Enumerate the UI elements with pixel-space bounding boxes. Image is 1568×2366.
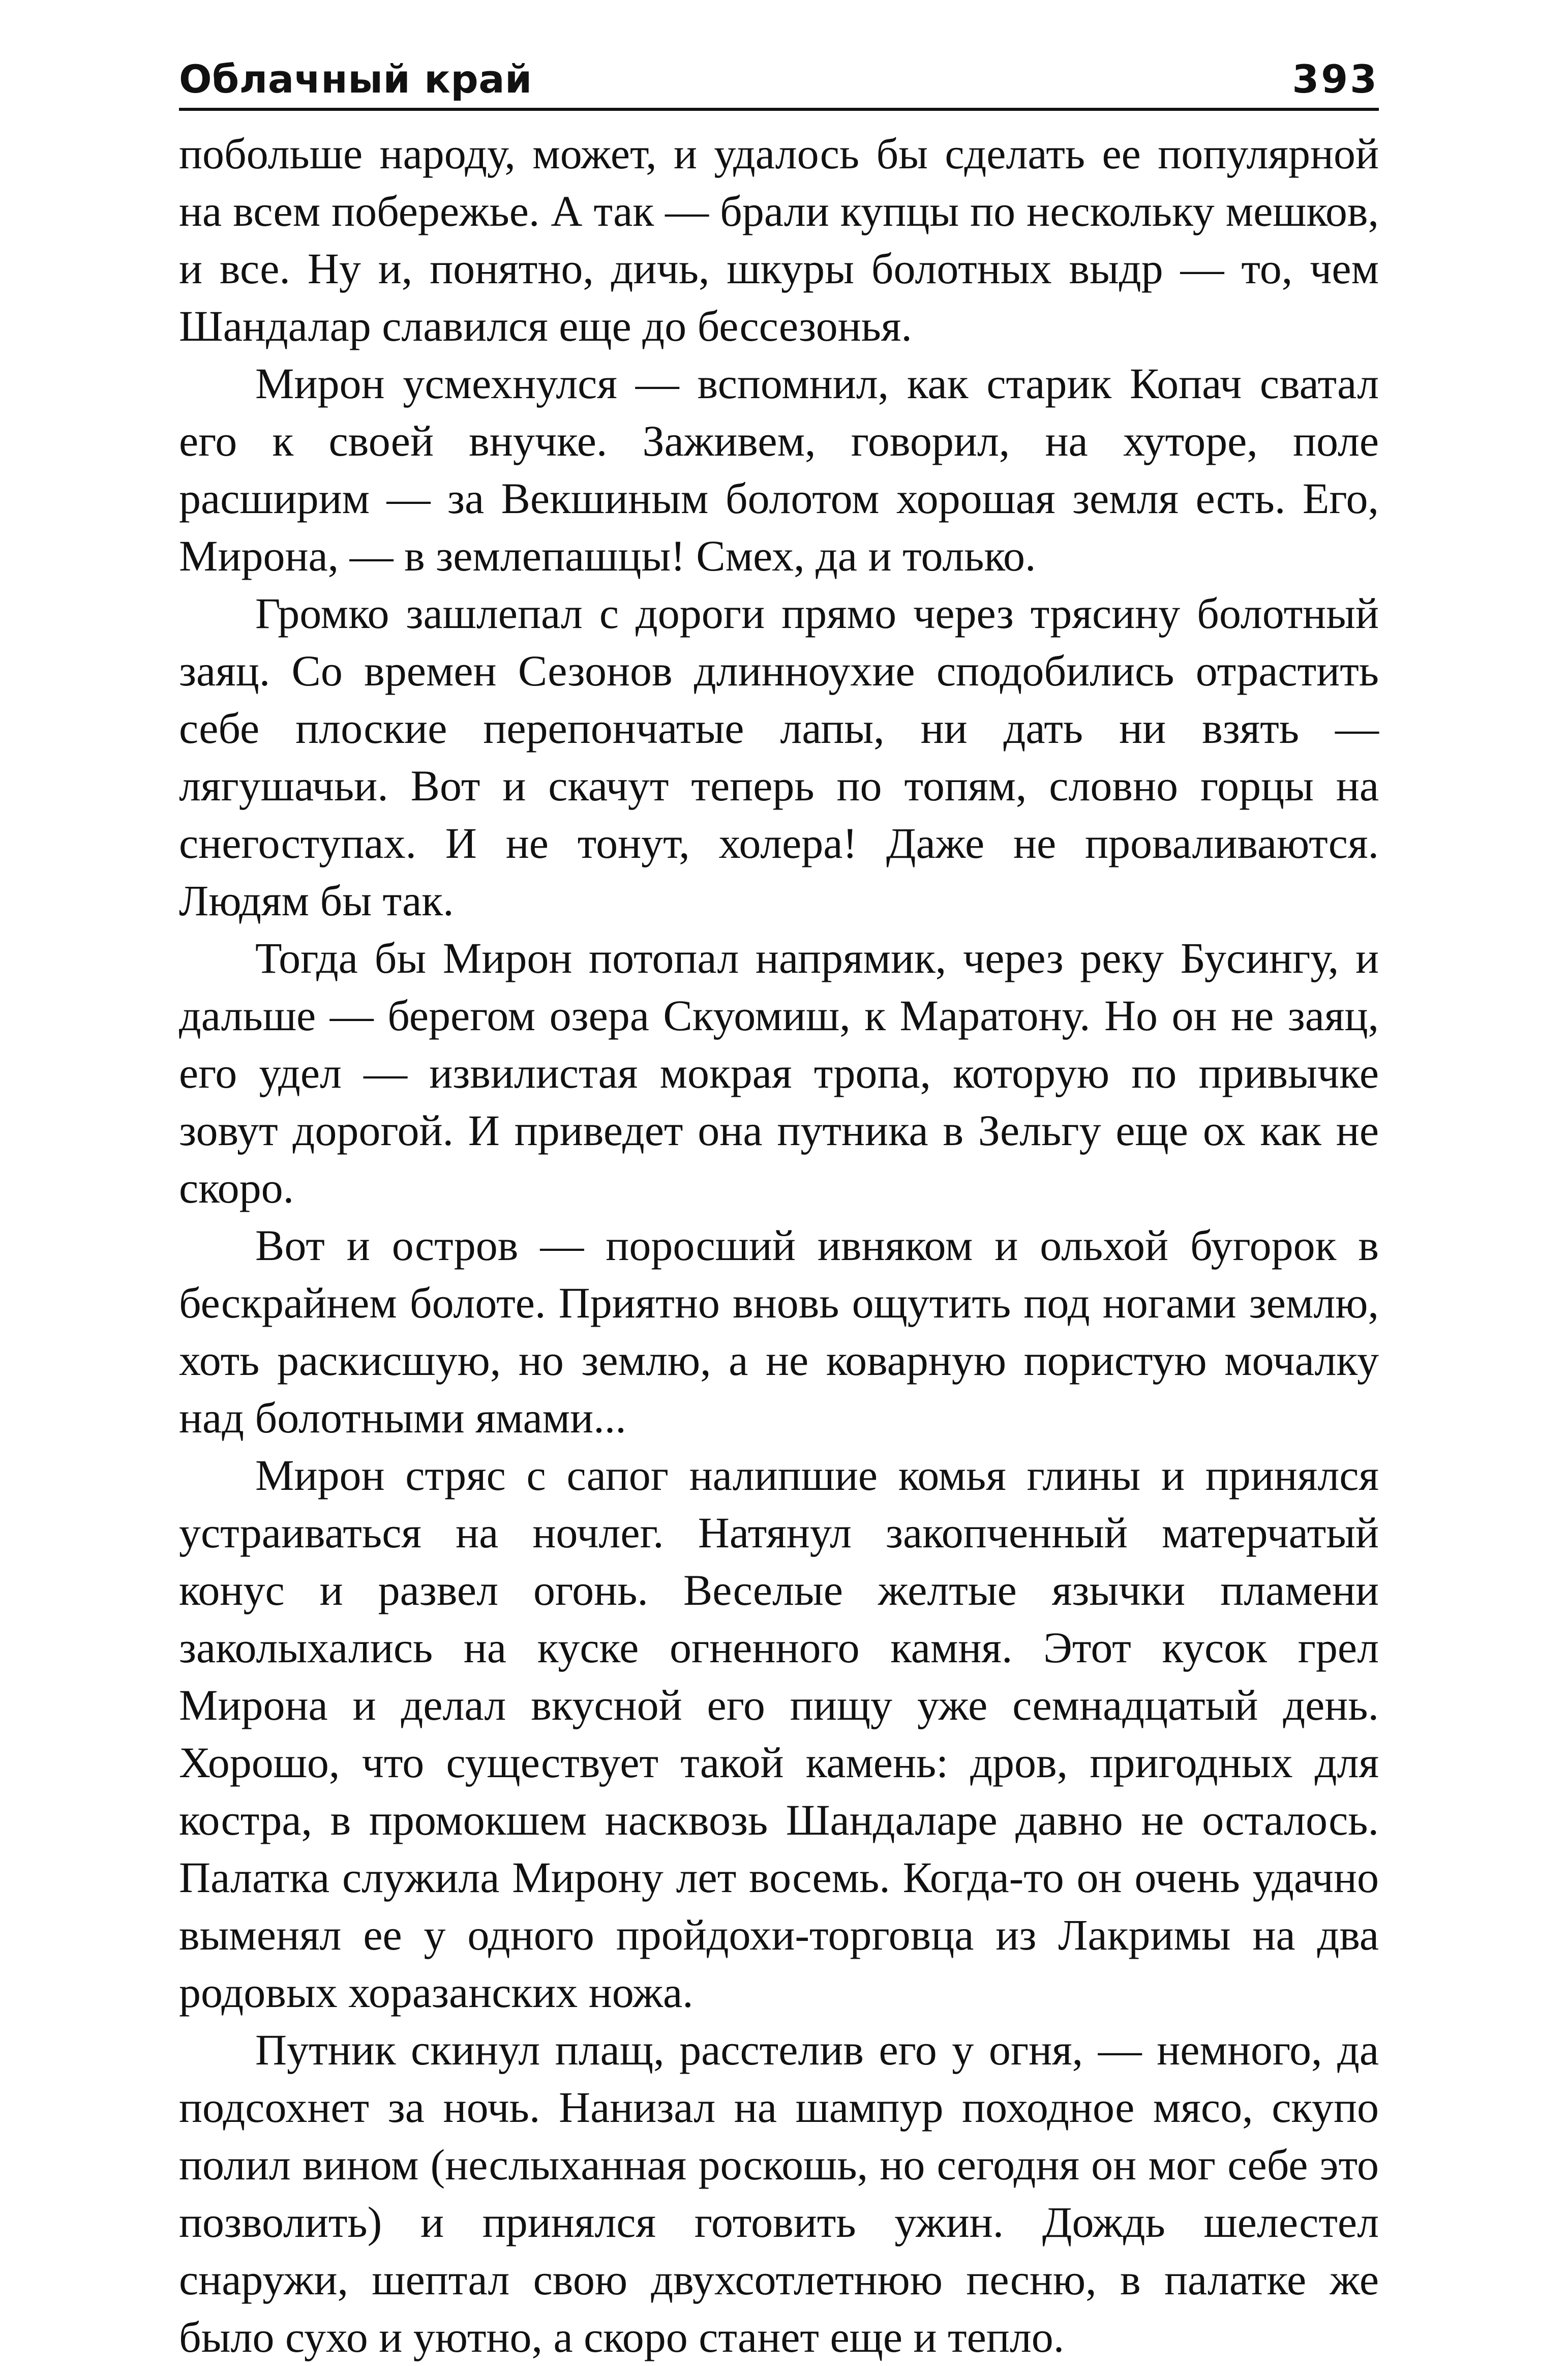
paragraph: Тогда бы Мирон потопал напрямик, через реку Бусингу, и дальше — берегом озера Скуомиш, к Маратону. Но он не заяц, его удел — извилистая мокрая тропа, которую по привычке зовут дорогой. И приведет она путника в Зельгу еще ох как не скоро. <box>179 934 1379 1212</box>
paragraph-continuation: побольше народу, может, и удалось бы сделать ее популярной на всем побережье. А так — брали купцы по нескольку мешков, и все. Ну и, понятно, дичь, шкуры болотных выдр — то, чем Шандалар славился еще до бессезонья. <box>179 129 1379 350</box>
paragraph: Громко зашлепал с дороги прямо через трясину болотный заяц. Со времен Сезонов длинноухие сподобились отрастить себе плоские перепончатые лапы, ни дать ни взять — лягушачьи. Вот и скачут теперь по топям, словно горцы на снегоступах. И не тонут, холера! Даже не проваливаются. Людям бы так. <box>179 589 1379 925</box>
running-head <box>179 51 1379 111</box>
paragraph: Вот и остров — поросший ивняком и ольхой бугорок в бескрайнем болоте. Приятно вновь ощутить под ногами землю, хоть раскисшую, но землю, а не коварную пористую мочалку над болотными ямами... <box>179 1221 1379 1442</box>
book-page <box>179 51 1379 2366</box>
paragraph: Мирон усмехнулся — вспомнил, как старик Копач сватал его к своей внучке. Заживем, говорил, на хуторе, поле расширим — за Векшиным болотом хорошая земля есть. Его, Мирона, — в землепашцы! Смех, да и только. <box>179 359 1379 580</box>
running-head-title: Облачный край <box>179 56 532 102</box>
paragraph: Мирон стряс с сапог налипшие комья глины и принялся устраиваться на ночлег. Натянул закопченный матерчатый конус и развел огонь. Веселые желтые язычки пламени заколыхались на куске огненного камня. Этот кусок грел Мирона и делал вкусной его пищу уже семнадцатый день. Хорошо, что существует такой камень: дров, пригодных для костра, в промокшем насквозь Шандаларе давно не осталось. Палатка служила Мирону лет восемь. Когда-то он очень удачно выменял ее у одного пройдохи-торговца из Лакримы на два родовых хоразанских ножа. <box>179 1451 1379 2017</box>
page-number: 393 <box>1292 56 1379 102</box>
paragraph: Путник скинул плащ, расстелив его у огня, — немного, да подсохнет за ночь. Нанизал на шампур походное мясо, скупо полил вином (неслыханная роскошь, но сегодня он мог себе это позволить) и принялся готовить ужин. Дождь шелестел снаружи, шептал свою двухсотлетнюю песню, в палатке же было сухо и уютно, а скоро станет еще и тепло. <box>179 2025 1379 2361</box>
body-text <box>179 125 1379 2366</box>
